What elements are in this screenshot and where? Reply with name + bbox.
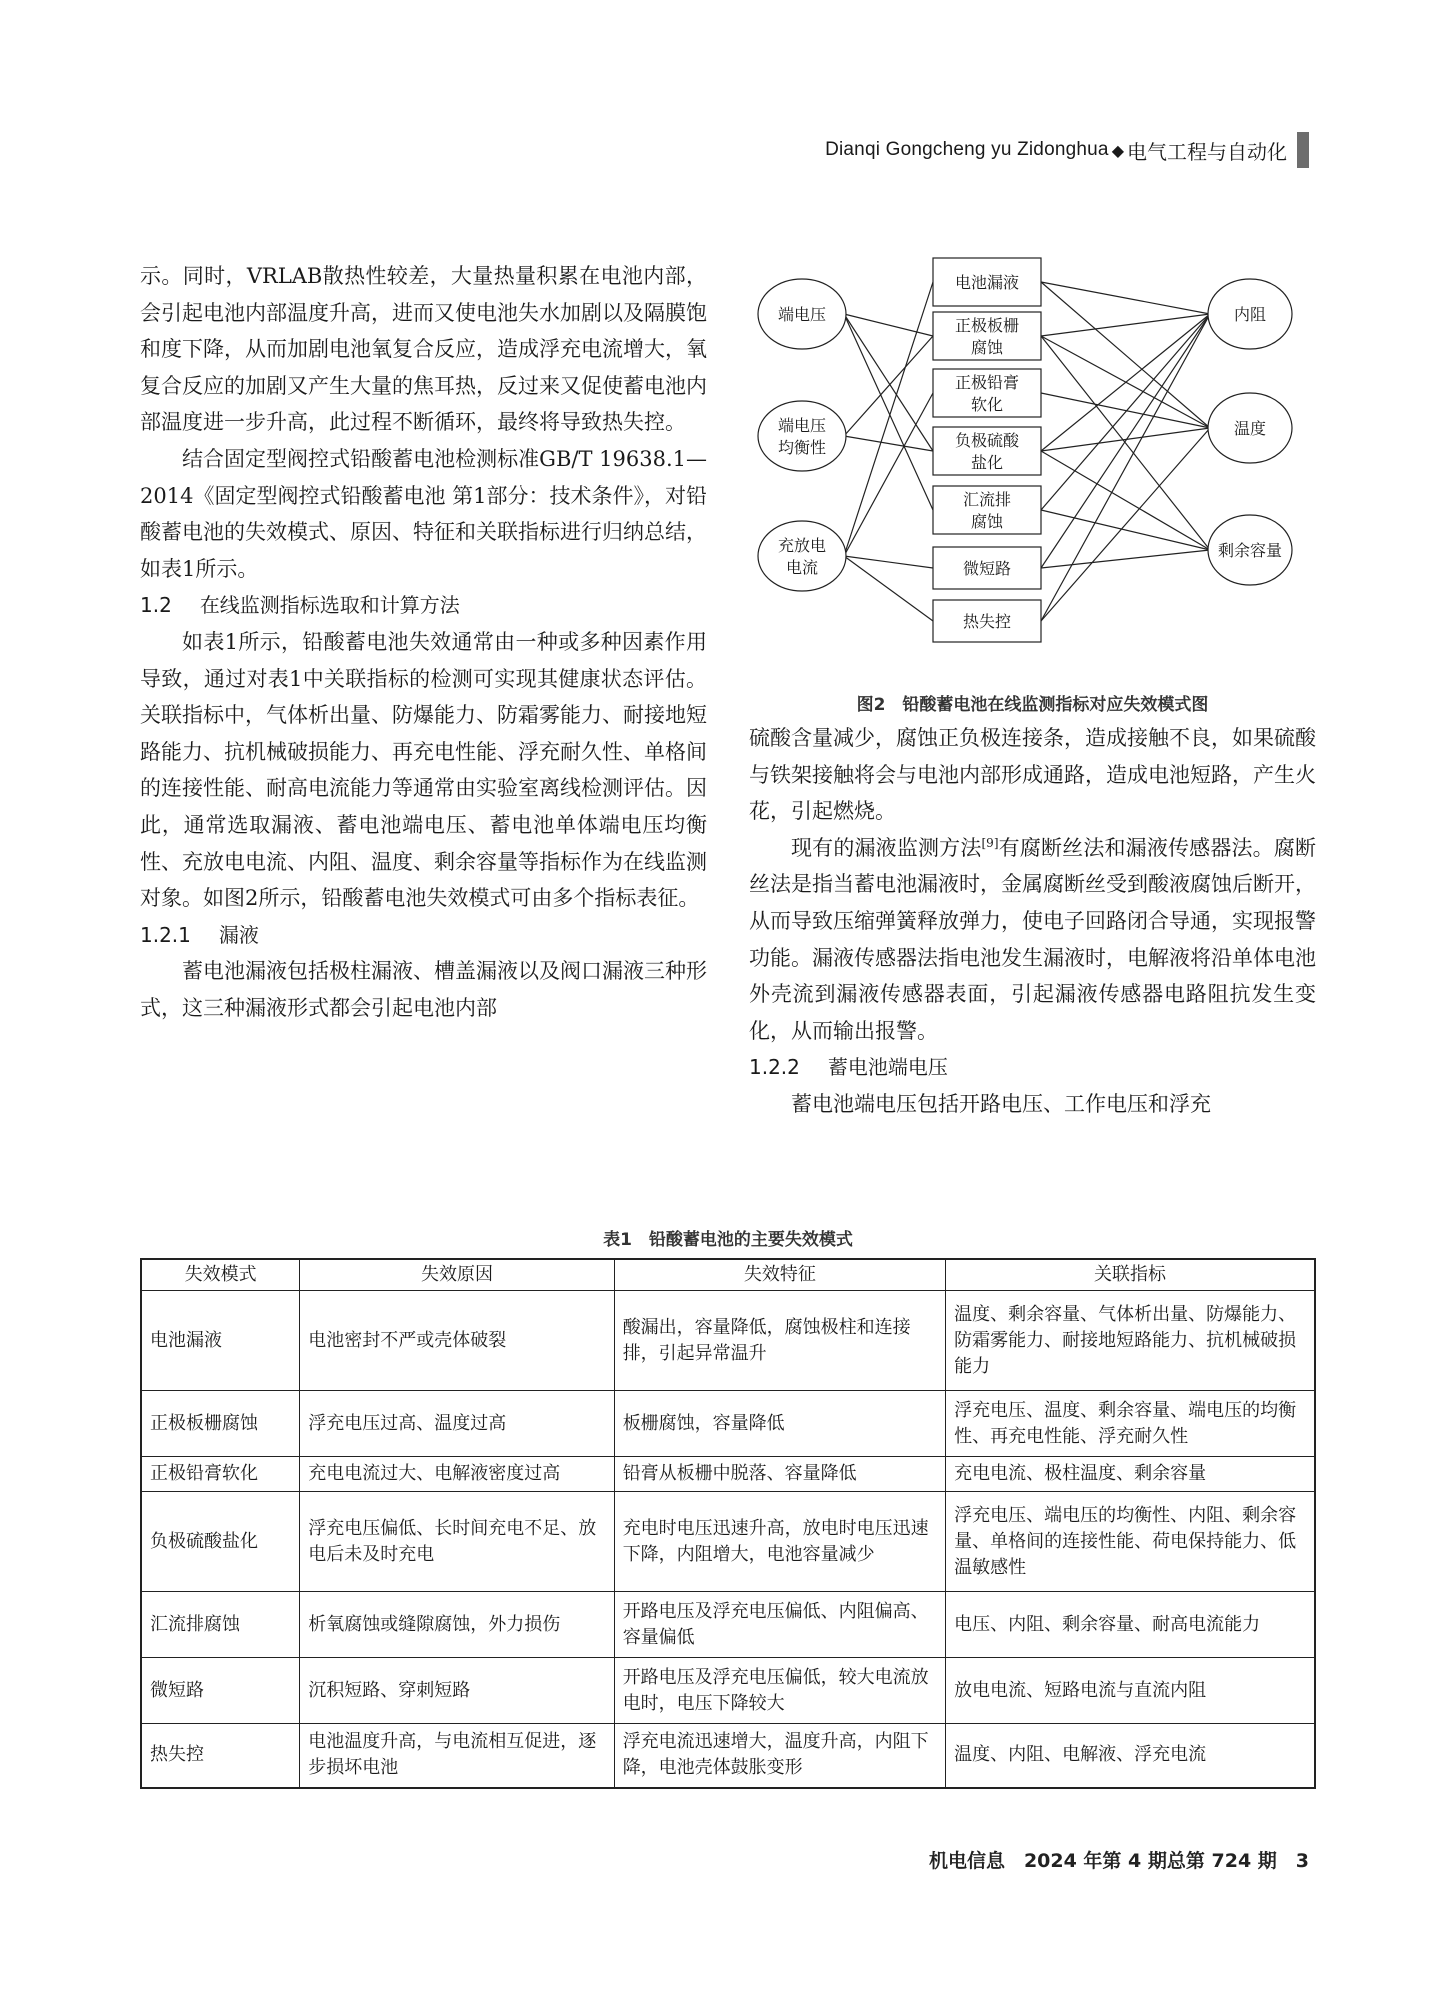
- table-row: [141, 1391, 1315, 1457]
- page-footer: 机电信息 2024 年第 4 期总第 724 期 3: [928, 1850, 1309, 1872]
- edge-line: [1041, 282, 1210, 314]
- table-cell: 电池密封不严或壳体破裂: [300, 1291, 614, 1391]
- indicator-label: 电流: [785, 558, 819, 577]
- failure-mode-label: 腐蚀: [970, 338, 1004, 357]
- table-cell: 温度、剩余容量、气体析出量、防爆能力、防霜雾能力、耐接地短路能力、抗机械破损能力: [946, 1291, 1315, 1391]
- table-cell: 开路电压及浮充电压偏低，较大电流放电时，电压下降较大: [614, 1658, 945, 1724]
- section-title: 蓄电池端电压: [827, 1055, 948, 1080]
- column-header: 关联指标: [946, 1259, 1315, 1291]
- edge-line: [1041, 393, 1210, 428]
- table-row: [141, 1457, 1315, 1492]
- edge-line: [844, 314, 933, 510]
- diamond-icon: ◆: [1111, 140, 1124, 160]
- journal-name-cn: 电气工程与自动化: [1127, 139, 1287, 164]
- table-cell: 电池漏液: [141, 1291, 300, 1391]
- table-cell: 浮充电压、温度、剩余容量、端电压的均衡性、再充电性能、浮充耐久性: [946, 1391, 1315, 1457]
- indicator-label: 端电压: [777, 305, 827, 324]
- section-number: 1.2.2: [749, 1055, 800, 1080]
- paragraph-text: 现有的漏液监测方法: [791, 835, 982, 860]
- paragraph: 蓄电池端电压包括开路电压、工作电压和浮充: [791, 1091, 1211, 1116]
- failure-mode-label: 汇流排: [962, 490, 1012, 509]
- edge-line: [1041, 314, 1210, 336]
- table-cell: 电池温度升高，与电流相互促进，逐步损坏电池: [300, 1724, 614, 1788]
- paragraph: 蓄电池漏液包括极柱漏液、槽盖漏液以及阀口漏液三种形式，这三种漏液形式都会引起电池内部: [140, 959, 707, 1020]
- table-cell: 浮充电压、端电压的均衡性、内阻、剩余容量、单格间的连接性能、荷电保持能力、低温敏感性: [946, 1492, 1315, 1592]
- table-cell: 析氧腐蚀或缝隙腐蚀，外力损伤: [300, 1592, 614, 1658]
- edge-line: [844, 436, 933, 451]
- paragraph: 示。同时，VRLAB散热性较差，大量热量积累在电池内部，会引起电池内部温度升高，进而又使电池失水加剧以及隔膜饱和度下降，从而加剧电池氧复合反应，造成浮充电流增大，氧复合反应的加剧又产生大量的焦耳热，反过来又促使蓄电池内部温度进一步升高，此过程不断循环，最终将导致热失控。: [140, 264, 707, 435]
- table-cell: 微短路: [141, 1658, 300, 1724]
- failure-mode-label: 正极板栅: [954, 316, 1020, 335]
- figure-caption: 图2 铅酸蓄电池在线监测指标对应失效模式图: [856, 695, 1209, 715]
- edge-line: [844, 314, 933, 451]
- paragraph: 如表1所示，铅酸蓄电池失效通常由一种或多种因素作用导致，通过对表1中关联指标的检测可实现其健康状态评估。关联指标中，气体析出量、防爆能力、防霜雾能力、耐接地短路能力、抗机械破损能力、再充电性能、浮充耐久性、单格间的连接性能、耐高电流能力等通常由实验室离线检测评估。因此，通常选取漏液、蓄电池端电压、蓄电池单体端电压均衡性、充放电电流、内阻、温度、剩余容量等指标作为在线监测对象。如图2所示，铅酸蓄电池失效模式可由多个指标表征。: [140, 629, 707, 911]
- failure-mode-label: 软化: [970, 395, 1004, 414]
- section-heading-1-2-2: [749, 1049, 1316, 1086]
- indicator-label: 端电压: [777, 416, 827, 435]
- failure-mode-label: 微短路: [962, 559, 1012, 578]
- failure-mode-label: 腐蚀: [970, 512, 1004, 531]
- failure-mode-label: 负极硫酸: [954, 431, 1020, 450]
- left-column: [140, 258, 707, 1026]
- edge-line: [1041, 451, 1210, 550]
- column-header: 失效模式: [141, 1259, 300, 1291]
- table-cell: 温度、内阻、电解液、浮充电流: [946, 1724, 1315, 1788]
- edge-line: [1041, 314, 1210, 621]
- table-row: [141, 1724, 1315, 1788]
- running-header: [825, 132, 1309, 168]
- table-cell: 电压、内阻、剩余容量、耐高电流能力: [946, 1592, 1315, 1658]
- table-cell: 浮充电流迅速增大，温度升高，内阻下降，电池壳体鼓胀变形: [614, 1724, 945, 1788]
- citation-ref: [9]: [981, 835, 999, 850]
- table-header-row: [141, 1259, 1315, 1291]
- table-cell: 开路电压及浮充电压偏低、内阻偏高、容量偏低: [614, 1592, 945, 1658]
- section-heading-1-2: [140, 587, 707, 624]
- indicator-label: 均衡性: [777, 438, 827, 457]
- indicator-label: 剩余容量: [1217, 541, 1283, 560]
- figure-2: [745, 250, 1320, 680]
- edge-line: [1041, 314, 1210, 510]
- indicator-label: 充放电: [777, 536, 827, 555]
- paragraph-text: 有腐断丝法和漏液传感器法。腐断丝法是指当蓄电池漏液时，金属腐断丝受到酸液腐蚀后断开，从而导致压缩弹簧释放弹力，使电子回路闭合导通，实现报警功能。漏液传感器法指电池发生漏液时，电解液将沿单体电池外壳流到漏液传感器表面，引起漏液传感器电路阻抗发生变化，从而输出报警。: [749, 835, 1316, 1043]
- column-header: 失效特征: [614, 1259, 945, 1291]
- table-cell: 浮充电压偏低、长时间充电不足、放电后未及时充电: [300, 1492, 614, 1592]
- paragraph: [749, 830, 1316, 1050]
- table-cell: 正极板栅腐蚀: [141, 1391, 300, 1457]
- table-cell: 充电时电压迅速升高，放电时电压迅速下降，内阻增大，电池容量减少: [614, 1492, 945, 1592]
- journal-name-en: Dianqi Gongcheng yu Zidonghua: [825, 139, 1109, 160]
- table-row: [141, 1492, 1315, 1592]
- table-cell: 酸漏出，容量降低，腐蚀极柱和连接排，引起异常温升: [614, 1291, 945, 1391]
- table-cell: 浮充电压过高、温度过高: [300, 1391, 614, 1457]
- failure-mode-label: 电池漏液: [954, 273, 1020, 292]
- section-number: 1.2: [140, 593, 172, 618]
- section-title: 漏液: [218, 922, 259, 947]
- edge-line: [1041, 550, 1210, 568]
- failure-mode-diagram: [745, 250, 1320, 680]
- failure-mode-label: 正极铅膏: [954, 373, 1020, 392]
- table-cell: 铅膏从板栅中脱落、容量降低: [614, 1457, 945, 1492]
- section-number: 1.2.1: [140, 922, 191, 947]
- column-header: 失效原因: [300, 1259, 614, 1291]
- indicator-label: 温度: [1233, 419, 1267, 438]
- failure-mode-label: 盐化: [970, 453, 1004, 472]
- edge-line: [844, 336, 933, 436]
- table-row: [141, 1658, 1315, 1724]
- right-column: [749, 720, 1316, 1123]
- table-cell: 放电电流、短路电流与直流内阻: [946, 1658, 1315, 1724]
- table-cell: 充电电流过大、电解液密度过高: [300, 1457, 614, 1492]
- table-cell: 正极铅膏软化: [141, 1457, 300, 1492]
- table-caption: 表1 铅酸蓄电池的主要失效模式: [603, 1230, 853, 1250]
- section-title: 在线监测指标选取和计算方法: [199, 593, 460, 618]
- paragraph: 硫酸含量减少，腐蚀正负极连接条，造成接触不良，如果硫酸与铁架接触将会与电池内部形成通路，造成电池短路，产生火花，引起燃烧。: [749, 726, 1316, 824]
- failure-mode-label: 热失控: [962, 612, 1012, 631]
- edge-line: [1041, 336, 1210, 550]
- indicator-label: 内阻: [1233, 305, 1267, 324]
- paragraph: 结合固定型阀控式铅酸蓄电池检测标准GB/T 19638.1—2014《固定型阀控式铅酸蓄电池 第1部分：技术条件》，对铅酸蓄电池的失效模式、原因、特征和关联指标进行归纳总结，如表1所示。: [140, 446, 707, 581]
- edge-line: [1041, 428, 1210, 451]
- table-cell: 热失控: [141, 1724, 300, 1788]
- table-row: [141, 1291, 1315, 1391]
- table-cell: 负极硫酸盐化: [141, 1492, 300, 1592]
- edge-line: [1041, 428, 1210, 621]
- edge-line: [844, 282, 933, 556]
- table-cell: 汇流排腐蚀: [141, 1592, 300, 1658]
- failure-mode-table: [140, 1258, 1316, 1789]
- edge-line: [1041, 314, 1210, 451]
- indicator-node: [758, 401, 846, 471]
- edge-line: [1041, 282, 1210, 428]
- table-cell: 板栅腐蚀，容量降低: [614, 1391, 945, 1457]
- section-heading-1-2-1: [140, 917, 707, 954]
- table-row: [141, 1592, 1315, 1658]
- indicator-node: [758, 521, 846, 591]
- table-cell: 充电电流、极柱温度、剩余容量: [946, 1457, 1315, 1492]
- table-cell: 沉积短路、穿刺短路: [300, 1658, 614, 1724]
- header-bar: [1297, 132, 1309, 168]
